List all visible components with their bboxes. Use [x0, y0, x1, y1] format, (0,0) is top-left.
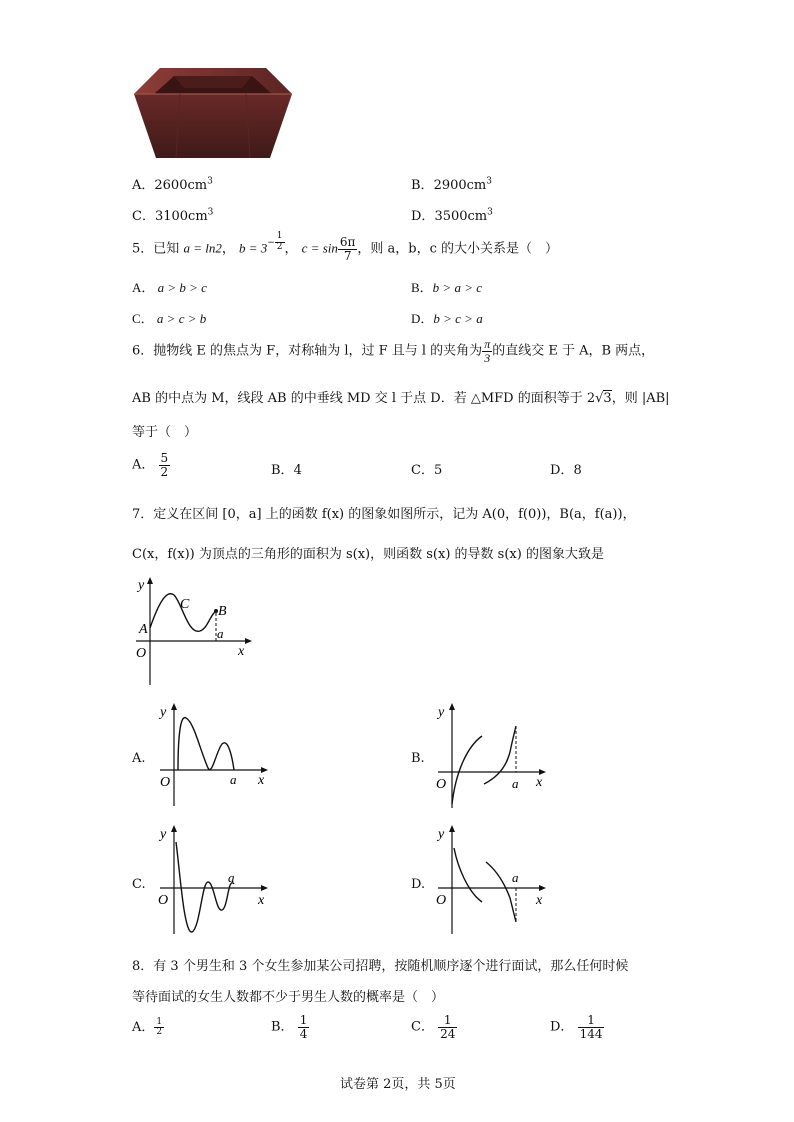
q6-stem-line3: 等于（ ） — [132, 425, 198, 440]
svg-text:y: y — [438, 705, 445, 720]
option-unit-exponent: 3 — [487, 207, 493, 218]
option-value: 2900 — [433, 178, 467, 193]
svg-text:a: a — [512, 870, 519, 885]
svg-text:y: y — [160, 705, 167, 720]
option-letter: C． — [132, 209, 155, 224]
option-unit: cm — [466, 178, 487, 193]
option-letter: D． — [411, 209, 435, 224]
q7-stem-line1: 7．定义在区间 [0，a] 上的函数 f(x) 的图象如图所示，记为 A(0，f(0))，B(a，f(a))， — [132, 507, 636, 522]
q8-option-d[interactable]: D． $\frac{1}{144}$ — [550, 1013, 603, 1041]
question-number: 8． — [132, 959, 154, 974]
option-value: 2600 — [154, 178, 188, 193]
q5-option-c[interactable]: C． a > c > b — [132, 311, 207, 326]
q7-option-a-letter[interactable]: A. — [132, 751, 146, 766]
question-number: 6． — [132, 343, 154, 359]
q6-stem-line2: AB 的中点为 M，线段 AB 的中垂线 MD 交 l 于点 D．若 △MFD 的面积等于 2√3，则 |AB| — [132, 391, 670, 406]
option-letter: B． — [411, 178, 434, 193]
expr-b: b = 3 — [238, 240, 268, 256]
svg-text:O: O — [436, 777, 447, 792]
option-unit-exponent: 3 — [486, 176, 492, 187]
q5-stem: 5．已知 a = ln2， $b = 3^{- \frac{1}{2}}$ ， c = sin $\frac{6\pi}{7}$ ，则 a，b，c 的大小关系是（ ） — [132, 231, 559, 263]
q7-option-d-graph[interactable] — [430, 822, 550, 937]
option-unit-exponent: 3 — [207, 176, 213, 187]
option-value: 3500 — [434, 209, 468, 224]
q5-option-d[interactable]: D．b > c > a — [411, 311, 483, 326]
svg-text:a: a — [230, 772, 237, 787]
angle-fraction: $\frac{\pi}{3}$ — [484, 337, 491, 365]
q8-stem-line2: 等待面试的女生人数都不少于男生人数的概率是（ ） — [132, 990, 445, 1005]
q6-option-c[interactable]: C．5 — [411, 463, 443, 478]
q6-option-b[interactable]: B．4 — [271, 463, 302, 478]
svg-text:x: x — [258, 773, 265, 788]
q4-option-d[interactable] — [411, 205, 493, 224]
q7-option-c-graph[interactable] — [152, 822, 272, 937]
option-unit: cm — [188, 209, 208, 224]
q7-stem-line2: C(x，f(x)) 为顶点的三角形的面积为 s(x)，则函数 s(x) 的导数 s(x) 的图象大致是 — [132, 547, 604, 562]
q7-option-c-letter[interactable]: C. — [132, 877, 146, 892]
expr-b-exponent: − 1 2 — [267, 231, 283, 252]
svg-text:O: O — [436, 893, 447, 908]
q4-option-a[interactable] — [132, 174, 213, 193]
page-footer: 试卷第 2页，共 5页 — [340, 1077, 456, 1092]
q7-option-d-letter[interactable]: D. — [411, 877, 426, 892]
svg-text:x: x — [536, 893, 543, 908]
svg-text:y: y — [160, 827, 167, 842]
point-c-label: C — [180, 597, 190, 612]
question-number: 7． — [132, 507, 154, 522]
q7-function-graph — [130, 575, 260, 690]
q6-option-a[interactable]: A． $\frac{5}{2}$ — [132, 451, 169, 479]
q4-option-c[interactable] — [132, 205, 213, 224]
origin-label: O — [136, 646, 147, 661]
expr-c: c = sin — [301, 240, 338, 256]
question-number: 5． — [132, 241, 154, 257]
option-unit: cm — [187, 178, 208, 193]
q8-option-c[interactable]: C． $\frac{1}{24}$ — [411, 1013, 456, 1041]
option-unit-exponent: 3 — [207, 207, 214, 218]
q7-option-b-letter[interactable]: B. — [411, 751, 425, 766]
svg-text:x: x — [536, 775, 543, 790]
point-b-label: B — [218, 604, 227, 619]
interval-end-label: a — [217, 626, 224, 641]
q7-option-a-graph[interactable] — [152, 700, 272, 810]
sqrt: √3 — [595, 391, 612, 406]
option-unit: cm — [467, 209, 488, 224]
q8-option-b[interactable]: B． $\frac{1}{4}$ — [271, 1013, 308, 1041]
q6-stem-line1: 6．抛物线 E 的焦点为 F，对称轴为 l，过 F 且与 l 的夹角为 $\frac{\pi}{3}$ 的直线交 E 于 A，B 两点， — [132, 337, 655, 365]
svg-text:a: a — [512, 776, 519, 791]
expr-c-fraction: $\frac{6\pi}{7}$ — [339, 235, 356, 263]
q5-option-b[interactable]: B．b > a > c — [411, 280, 482, 295]
svg-text:a: a — [228, 870, 235, 885]
y-axis-label: y — [138, 578, 145, 593]
wooden-bowl-image — [132, 64, 294, 162]
q7-option-b-graph[interactable] — [430, 700, 550, 812]
point-a-label: A — [139, 622, 148, 637]
svg-text:O: O — [158, 893, 169, 908]
svg-text:y: y — [438, 827, 445, 842]
q5-option-a[interactable]: A． a > b > c — [132, 280, 207, 295]
svg-text:O: O — [160, 775, 171, 790]
q8-option-a[interactable]: A． $\frac{1}{2}$ — [132, 1016, 163, 1037]
svg-text:x: x — [258, 893, 265, 908]
q4-option-b[interactable] — [411, 174, 492, 193]
q8-stem-line1: 8．有 3 个男生和 3 个女生参加某公司招聘，按随机顺序逐个进行面试，那么任何时候 — [132, 959, 629, 974]
option-value: 3100 — [154, 209, 189, 224]
option-letter: A． — [132, 178, 155, 193]
q6-option-d[interactable]: D．8 — [550, 463, 582, 478]
x-axis-label: x — [238, 644, 245, 659]
expr-a: a = ln2 — [183, 240, 222, 256]
